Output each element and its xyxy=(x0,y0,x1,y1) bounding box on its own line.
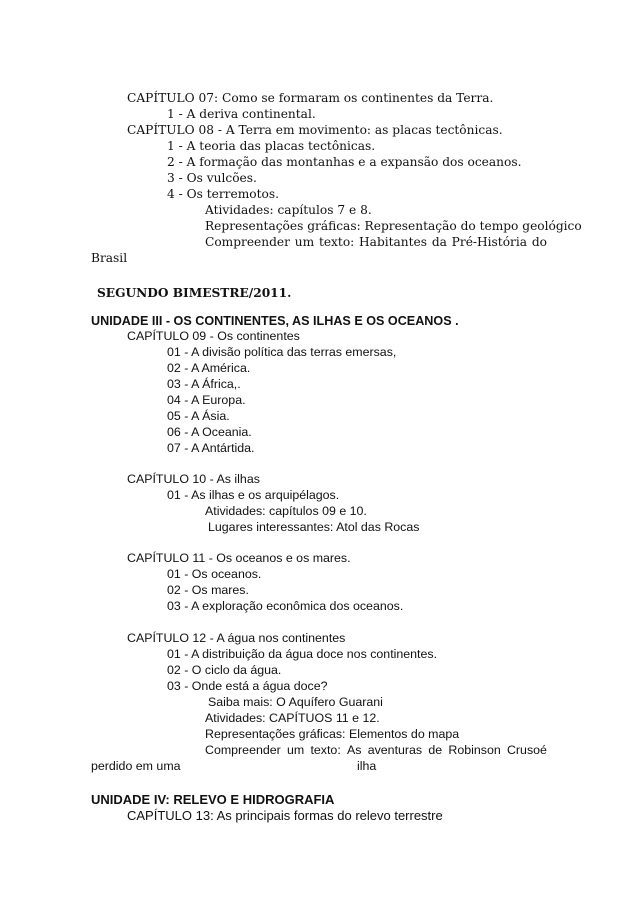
chapter-07-item-1: 1 - A deriva continental. xyxy=(167,107,316,121)
chapter-10-item-1: 01 - As ilhas e os arquipélagos. xyxy=(167,488,340,502)
chapter-08-item-1: 1 - A teoria das placas tectônicas. xyxy=(167,139,376,153)
word: um xyxy=(294,235,315,249)
chapter-07-heading: CAPÍTULO 07: Como se formaram os continentes da Terra. xyxy=(127,91,494,105)
chapter-08-item-3: 3 - Os vulcões. xyxy=(167,171,257,185)
chapter-10-activities: Atividades: capítulos 09 e 10. xyxy=(205,504,367,518)
chapter-08-item-4: 4 - Os terremotos. xyxy=(167,187,279,201)
word: da xyxy=(431,235,447,249)
chapter-11-heading: CAPÍTULO 11 - Os oceanos e os mares. xyxy=(127,551,351,565)
saiba-mais-line: Saiba mais: O Aquífero Guarani xyxy=(208,695,383,709)
word: As xyxy=(347,743,362,757)
compreender-texto-continuation-2 xyxy=(91,758,377,774)
compreender-texto-continuation: Brasil xyxy=(91,251,128,265)
chapter-08-heading: CAPÍTULO 08 - A Terra em movimento: as placas tectônicas. xyxy=(127,123,503,137)
chapter-09-heading: CAPÍTULO 09 - Os continentes xyxy=(127,329,300,343)
word: de xyxy=(428,743,443,757)
chapter-12-item-3: 03 - Onde está a água doce? xyxy=(167,679,328,693)
word: Crusoé xyxy=(506,743,547,757)
chapter-12-item-1: 01 - A distribuição da água doce nos continentes. xyxy=(167,647,438,661)
chapter-12-item-2: 02 - O ciclo da água. xyxy=(167,663,282,677)
word: Pré-História xyxy=(451,235,528,249)
word: texto: xyxy=(310,743,341,757)
word: texto: xyxy=(318,235,355,249)
chapter-08-item-2: 2 - A formação das montanhas e a expansão dos oceanos. xyxy=(167,155,522,169)
unit-3-heading: UNIDADE III - OS CONTINENTES, AS ILHAS E OS OCEANOS . xyxy=(91,314,459,328)
bimester-heading: SEGUNDO BIMESTRE/2011. xyxy=(97,286,292,300)
chapter-09-item-1: 01 - A divisão política das terras emersas, xyxy=(167,345,397,359)
chapter-12-activities: Atividades: CAPÍTUOS 11 e 12. xyxy=(205,711,380,725)
chapter-09-item-3: 03 - A África,. xyxy=(167,377,241,391)
chapter-12-graphic-representations: Representações gráficas: Elementos do mapa xyxy=(205,727,460,741)
word: perdido em uma xyxy=(91,759,181,773)
word: Robinson xyxy=(448,743,501,757)
word: ilha xyxy=(357,759,377,773)
graphic-representations-line: Representações gráficas: Representação do tempo geológico xyxy=(205,219,582,233)
chapter-10-interesting-places: Lugares interessantes: Atol das Rocas xyxy=(208,520,420,534)
word: Compreender xyxy=(205,235,290,249)
word: Habitantes xyxy=(359,235,428,249)
chapter-09-item-5: 05 - A Ásia. xyxy=(167,409,230,423)
unit-4-heading: UNIDADE IV: RELEVO E HIDROGRAFIA xyxy=(91,792,335,807)
chapter-09-item-7: 07 - A Antártida. xyxy=(167,441,255,455)
chapter-10-heading: CAPÍTULO 10 - As ilhas xyxy=(127,472,260,486)
activities-line: Atividades: capítulos 7 e 8. xyxy=(205,203,372,217)
chapter-11-item-2: 02 - Os mares. xyxy=(167,583,249,597)
word: aventuras xyxy=(367,743,423,757)
chapter-09-item-4: 04 - A Europa. xyxy=(167,393,246,407)
chapter-11-item-3: 03 - A exploração econômica dos oceanos. xyxy=(167,599,404,613)
chapter-09-item-6: 06 - A Oceania. xyxy=(167,425,252,439)
compreender-texto-line-2 xyxy=(205,742,547,758)
chapter-13-heading: CAPÍTULO 13: As principais formas do relevo terrestre xyxy=(127,808,443,823)
chapter-11-item-1: 01 - Os oceanos. xyxy=(167,567,262,581)
chapter-09-item-2: 02 - A América. xyxy=(167,361,251,375)
word: um xyxy=(287,743,305,757)
chapter-12-heading: CAPÍTULO 12 - A água nos continentes xyxy=(127,631,346,645)
word: do xyxy=(531,235,547,249)
word: Compreender xyxy=(205,743,281,757)
compreender-texto-line xyxy=(205,234,547,250)
